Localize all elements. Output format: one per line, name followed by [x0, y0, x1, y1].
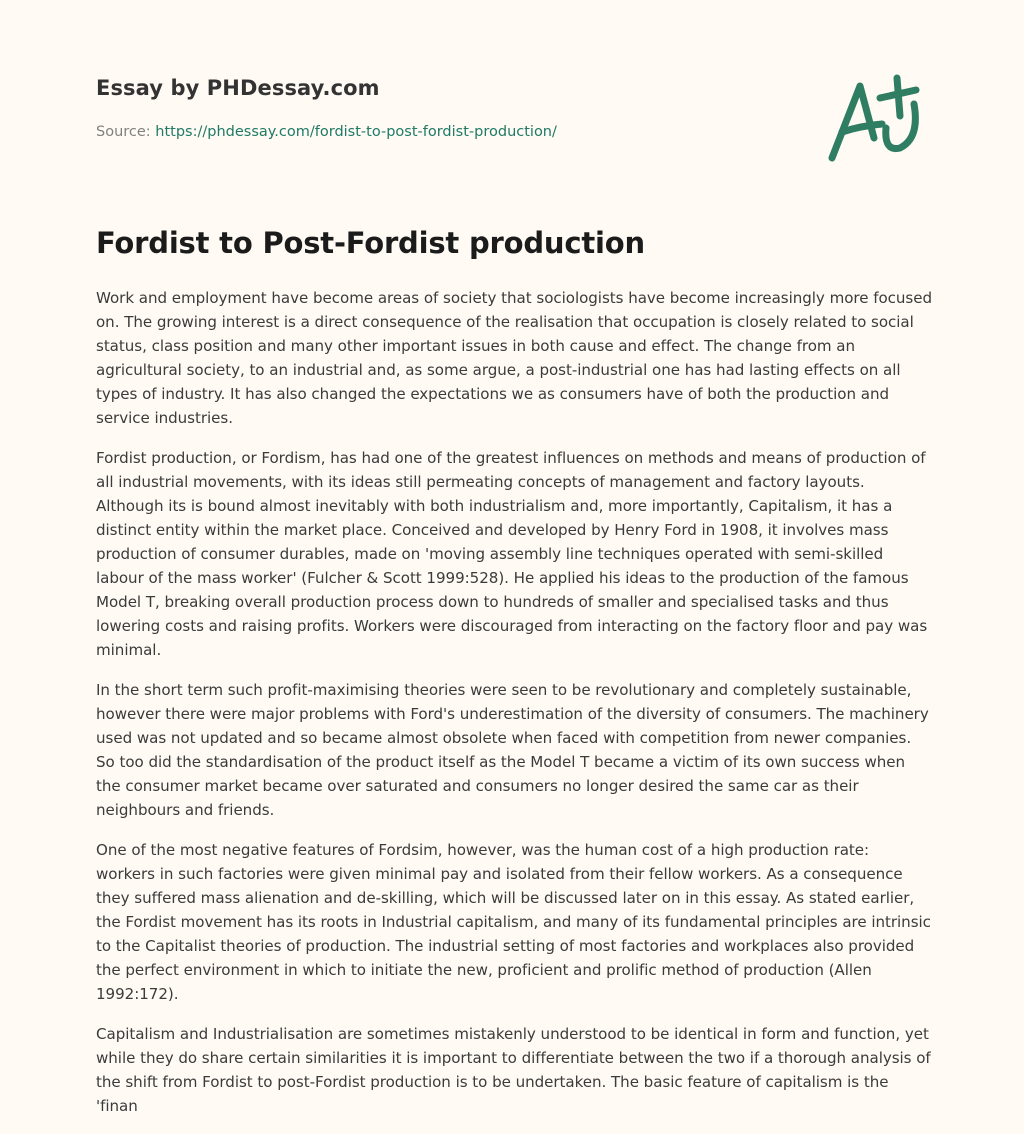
- brand-title: Essay by PHDessay.com: [96, 76, 380, 100]
- source-link[interactable]: https://phdessay.com/fordist-to-post-fordist-production/: [155, 124, 557, 140]
- source-line: [96, 124, 557, 140]
- paragraph: Work and employment have become areas of society that sociologists have become increasingly more focused on. The growing interest is a direct consequence of the realisation that occupation is closely related to social status, class position and many other important issues in both cause and effect. The change from an agricultural society, to an industrial and, as some argue, a post-industrial one has had lasting effects on all types of industry. It has also changed the expectations we as consumers have of both the production and service industries.: [96, 289, 933, 427]
- article-body: [96, 286, 932, 1134]
- paragraph: In the short term such profit-maximising theories were seen to be revolutionary and completely sustainable, however there were major problems with Ford's underestimation of the diversity of consumers. The machinery used was not updated and so became almost obsolete when faced with competition from newer companies. So too did the standardisation of the product itself as the Model T became a victim of its own success when the consumer market became over saturated and consumers no longer desired the same car as their neighbours and friends.: [96, 681, 929, 819]
- source-label: Source:: [96, 124, 151, 140]
- article-title: Fordist to Post-Fordist production: [96, 226, 645, 260]
- paragraph: Fordist production, or Fordism, has had one of the greatest influences on methods and means of production of all industrial movements, with its ideas still permeating concepts of management and factory layouts. Although its is bound almost inevitably with both industrialism and, more importantly, Capitalism, it has a distinct entity within the market place. Conceived and developed by Henry Ford in 1908, it involves mass production of consumer durables, made on 'moving assembly line techniques operated with semi-skilled labour of the mass worker' (Fulcher & Scott 1999:528). He applied his ideas to the production of the famous Model T, breaking overall production process down to hundreds of smaller and specialised tasks and thus lowering costs and raising profits. Workers were discouraged from interacting on the factory floor and pay was minimal.: [96, 449, 928, 659]
- paragraph: One of the most negative features of Fordsim, however, was the human cost of a high production rate: workers in such factories were given minimal pay and isolated from their fellow workers. As a consequence they suffered mass alienation and de-skilling, which will be discussed later on in this essay. As stated earlier, the Fordist movement has its roots in Industrial capitalism, and many of its fundamental principles are intrinsic to the Capitalist theories of production. The industrial setting of most factories and workplaces also provided the perfect environment in which to initiate the new, proficient and prolific method of production (Allen 1992:172).: [96, 841, 931, 1003]
- paragraph: Capitalism and Industrialisation are sometimes mistakenly understood to be identical in form and function, yet while they do share certain similarities it is important to differentiate between the two if a thorough analysis of the shift from Fordist to post-Fordist production is to be undertaken. The basic feature of capitalism is the 'finan: [96, 1025, 931, 1115]
- site-header: [96, 76, 380, 100]
- a-plus-grade-icon: [820, 68, 930, 168]
